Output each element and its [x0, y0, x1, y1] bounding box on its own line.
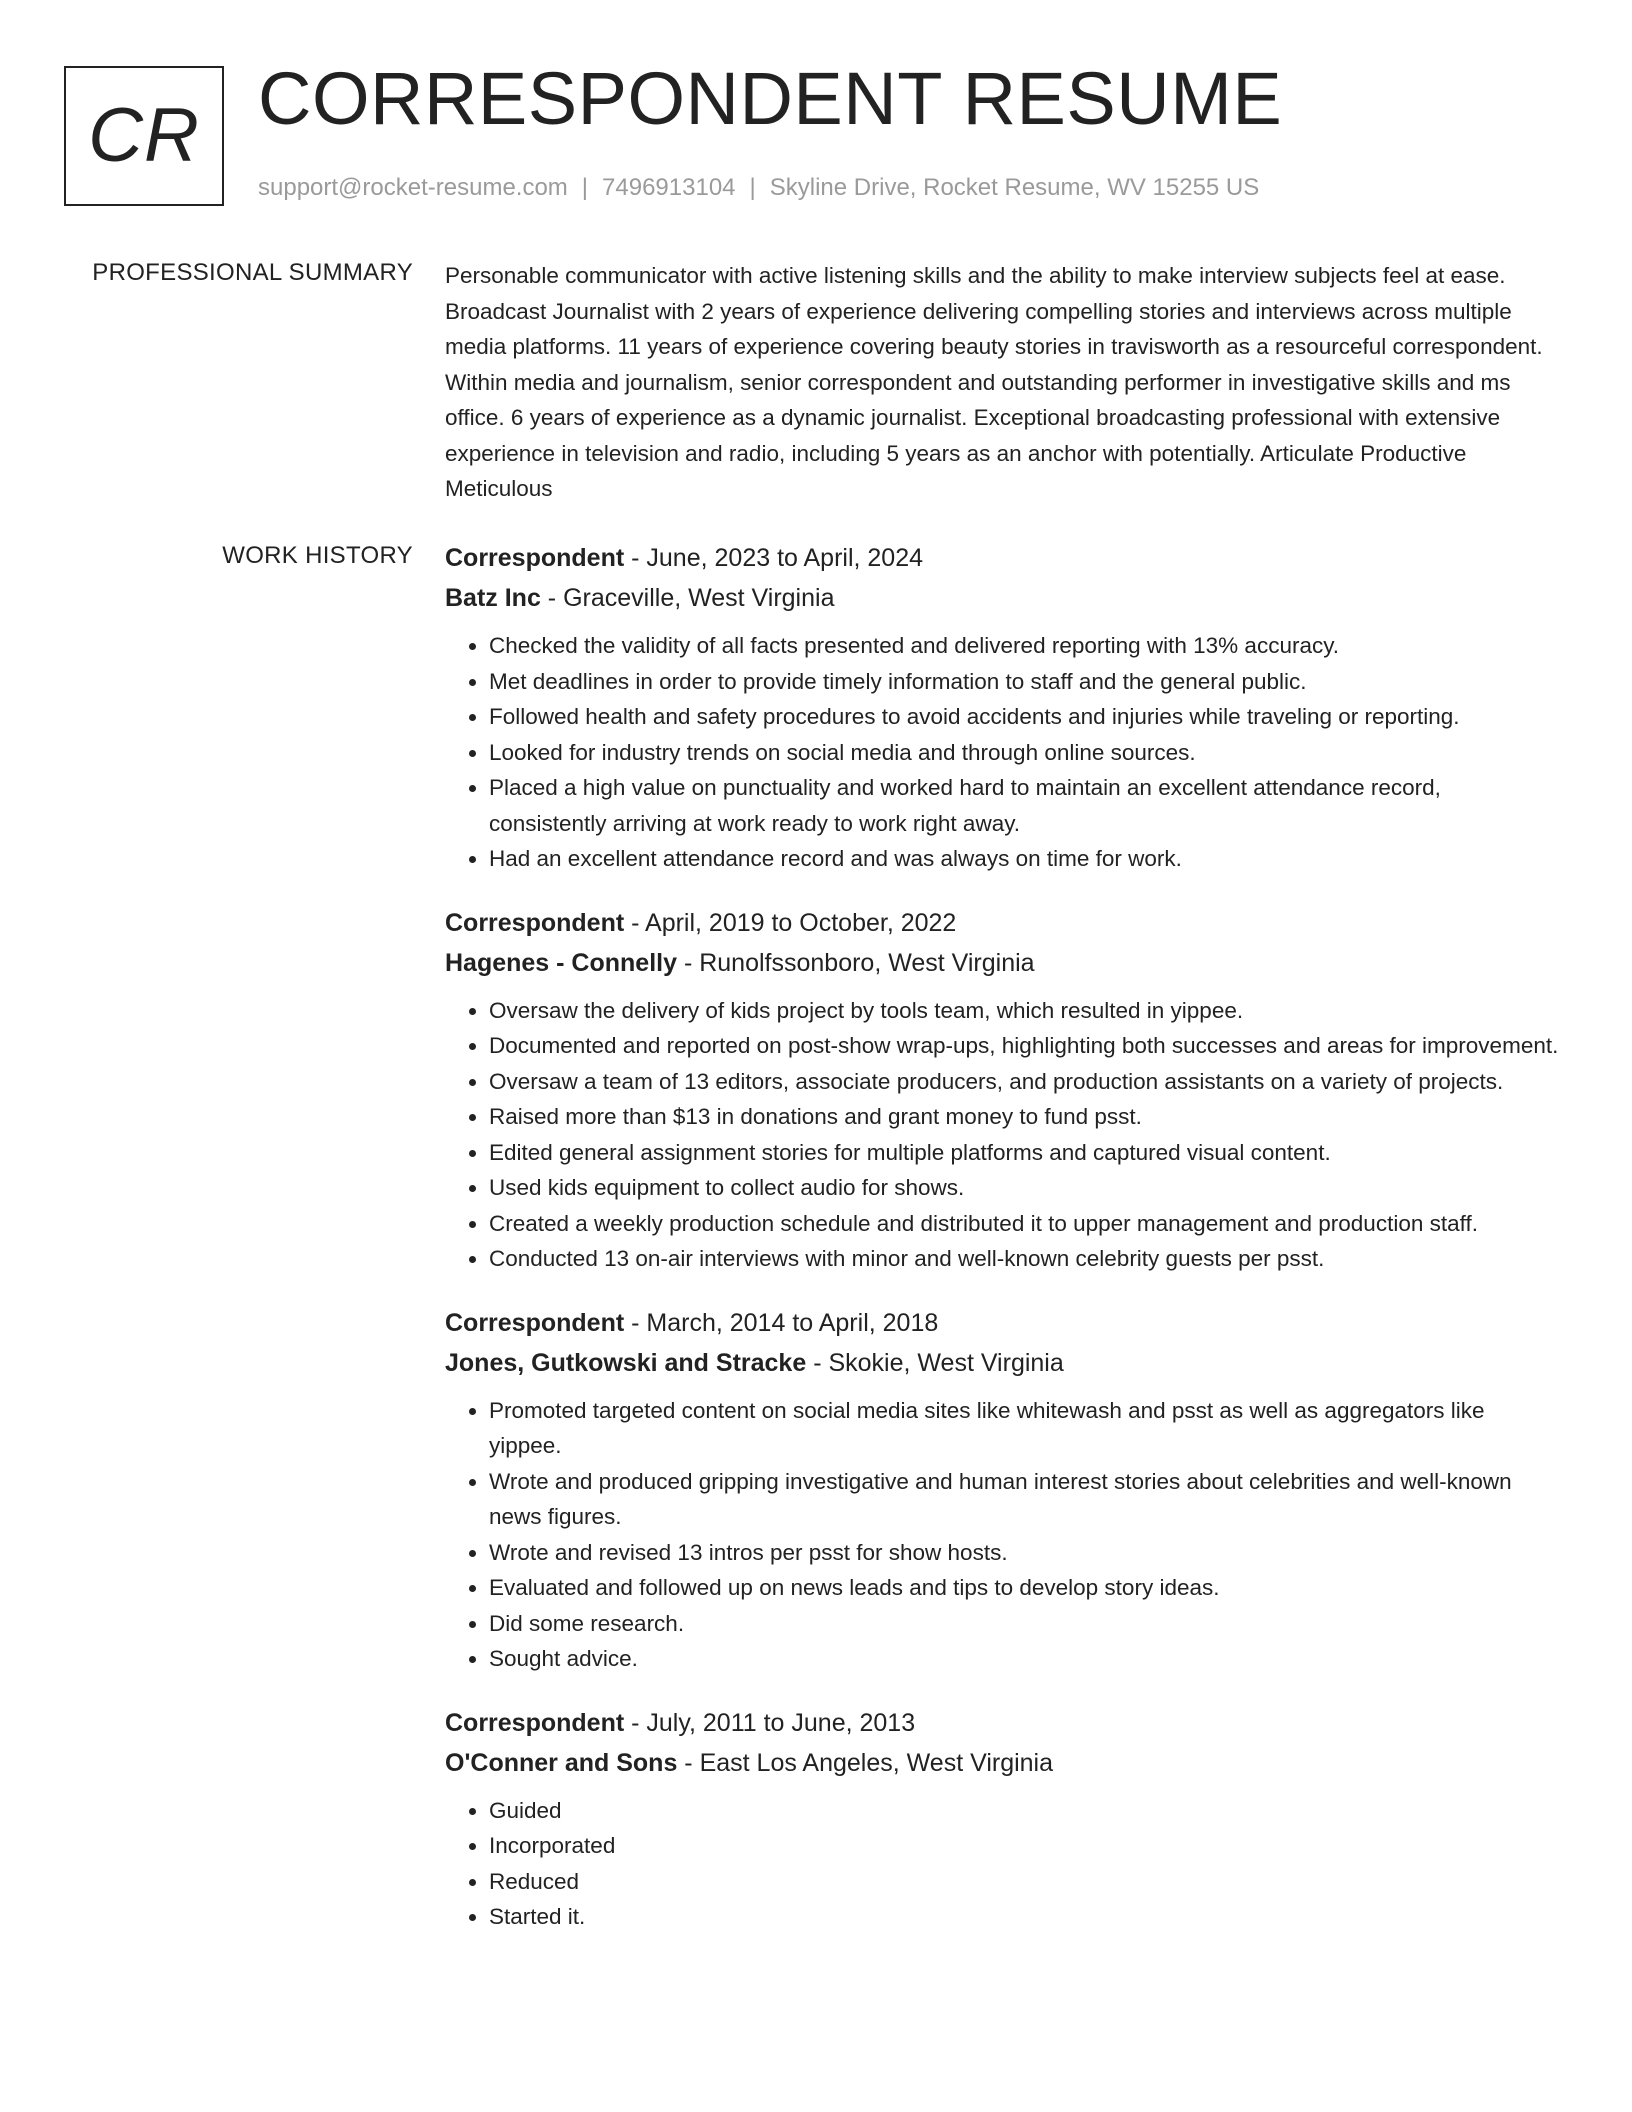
contact-line — [258, 174, 1259, 202]
job-bullet-item: • Followed health and safety procedures to avoid accidents and injuries while traveling or reporting. — [489, 699, 1560, 735]
job-company-line — [445, 1743, 1560, 1783]
job-bullet-list — [445, 993, 1560, 1277]
job-location: - Runolfssonboro, West Virginia — [677, 948, 1035, 977]
resume-title: CORRESPONDENT RESUME — [258, 57, 1283, 140]
job-title-line — [445, 538, 1560, 578]
job-bullet-item: • Documented and reported on post-show wrap-ups, highlighting both successes and areas for improvement. — [489, 1028, 1560, 1064]
work-history-content — [445, 538, 1560, 1961]
contact-separator: | — [749, 174, 756, 201]
job-company: Hagenes - Connelly — [445, 948, 677, 977]
job-company-line — [445, 1343, 1560, 1383]
summary-content — [445, 258, 1560, 507]
summary-text: Personable communicator with active listening skills and the ability to make interview subjects feel at ease. Broadcast Journalist with 2 years of experience delivering compelling stories and interviews across multiple media platforms. 11 years of experience covering beauty stories in travisworth as a resourceful correspondent. Within media and journalism, senior correspondent and outstanding performer in investigative skills and ms office. 6 years of experience as a dynamic journalist. Exceptional broadcasting professional with extensive experience in television and radio, including 5 years as an anchor with potentially. Articulate Productive Meticulous — [445, 263, 1543, 501]
job-dates: - June, 2023 to April, 2024 — [624, 544, 924, 572]
job-location: - East Los Angeles, West Virginia — [677, 1748, 1054, 1777]
job-bullet-item: • Guided — [489, 1793, 1560, 1829]
job-bullet-item: • Did some research. — [489, 1606, 1560, 1642]
job-company: Batz Inc — [445, 584, 541, 612]
job-bullet-item: • Had an excellent attendance record and was always on time for work. — [489, 841, 1560, 877]
job-bullet-list — [445, 628, 1560, 877]
job-bullet-item: • Used kids equipment to collect audio for shows. — [489, 1170, 1560, 1206]
job-bullet-item: • Reduced — [489, 1864, 1560, 1900]
job-company: Jones, Gutkowski and Stracke — [445, 1348, 807, 1377]
job-bullet-item: • Looked for industry trends on social media and through online sources. — [489, 735, 1560, 771]
job-bullet-item: • Oversaw the delivery of kids project by tools team, which resulted in yippee. — [489, 993, 1560, 1029]
job-entry — [445, 903, 1560, 1277]
job-entry — [445, 1303, 1560, 1677]
section-label-work-history: WORK HISTORY — [222, 542, 413, 569]
job-bullet-list — [445, 1793, 1560, 1935]
job-title: Correspondent — [445, 544, 625, 572]
job-bullet-item: • Met deadlines in order to provide timely information to staff and the general public. — [489, 664, 1560, 700]
job-bullet-item: • Oversaw a team of 13 editors, associate producers, and production assistants on a variety of projects. — [489, 1064, 1560, 1100]
job-bullet-item: • Placed a high value on punctuality and worked hard to maintain an excellent attendance record, consistently arriving at work ready to work right away. — [489, 770, 1560, 841]
job-title: Correspondent — [445, 908, 625, 937]
job-bullet-item: • Checked the validity of all facts presented and delivered reporting with 13% accuracy. — [489, 628, 1560, 664]
job-title-line — [445, 1703, 1560, 1743]
job-dates: - July, 2011 to June, 2013 — [624, 1708, 916, 1737]
job-company: O'Conner and Sons — [445, 1748, 678, 1777]
job-bullet-item: • Wrote and produced gripping investigative and human interest stories about celebrities and well-known news figures. — [489, 1464, 1560, 1535]
contact-address: Skyline Drive, Rocket Resume, WV 15255 US — [769, 174, 1260, 201]
contact-separator: | — [581, 174, 589, 201]
job-title-line — [445, 903, 1560, 943]
job-company-line — [445, 578, 1560, 618]
job-bullet-item: • Edited general assignment stories for multiple platforms and captured visual content. — [489, 1135, 1560, 1171]
monogram-box — [64, 66, 224, 206]
contact-phone: 7496913104 — [602, 174, 736, 201]
job-title-line — [445, 1303, 1560, 1343]
job-bullet-item: • Conducted 13 on-air interviews with minor and well-known celebrity guests per psst. — [489, 1241, 1560, 1277]
job-bullet-list — [445, 1393, 1560, 1677]
job-entry — [445, 1703, 1560, 1935]
job-entry — [445, 538, 1560, 877]
job-title: Correspondent — [445, 1308, 625, 1337]
monogram-initials: CR — [88, 93, 200, 178]
job-dates: - April, 2019 to October, 2022 — [624, 908, 957, 937]
job-bullet-item: • Created a weekly production schedule and distributed it to upper management and production staff. — [489, 1206, 1560, 1242]
job-bullet-item: • Started it. — [489, 1899, 1560, 1935]
job-title: Correspondent — [445, 1708, 625, 1737]
job-dates: - March, 2014 to April, 2018 — [624, 1308, 939, 1337]
job-bullet-item: • Evaluated and followed up on news leads and tips to develop story ideas. — [489, 1570, 1560, 1606]
section-label-summary: PROFESSIONAL SUMMARY — [92, 259, 413, 286]
job-company-line — [445, 943, 1560, 983]
contact-email: support@rocket-resume.com — [258, 174, 568, 201]
job-bullet-item: • Wrote and revised 13 intros per psst for show hosts. — [489, 1535, 1560, 1571]
job-bullet-item: • Incorporated — [489, 1828, 1560, 1864]
job-bullet-item: • Sought advice. — [489, 1641, 1560, 1677]
job-location: - Graceville, West Virginia — [540, 584, 835, 612]
job-bullet-item: • Raised more than $13 in donations and grant money to fund psst. — [489, 1099, 1560, 1135]
job-bullet-item: • Promoted targeted content on social media sites like whitewash and psst as well as aggregators like yippee. — [489, 1393, 1560, 1464]
job-location: - Skokie, West Virginia — [806, 1348, 1064, 1377]
